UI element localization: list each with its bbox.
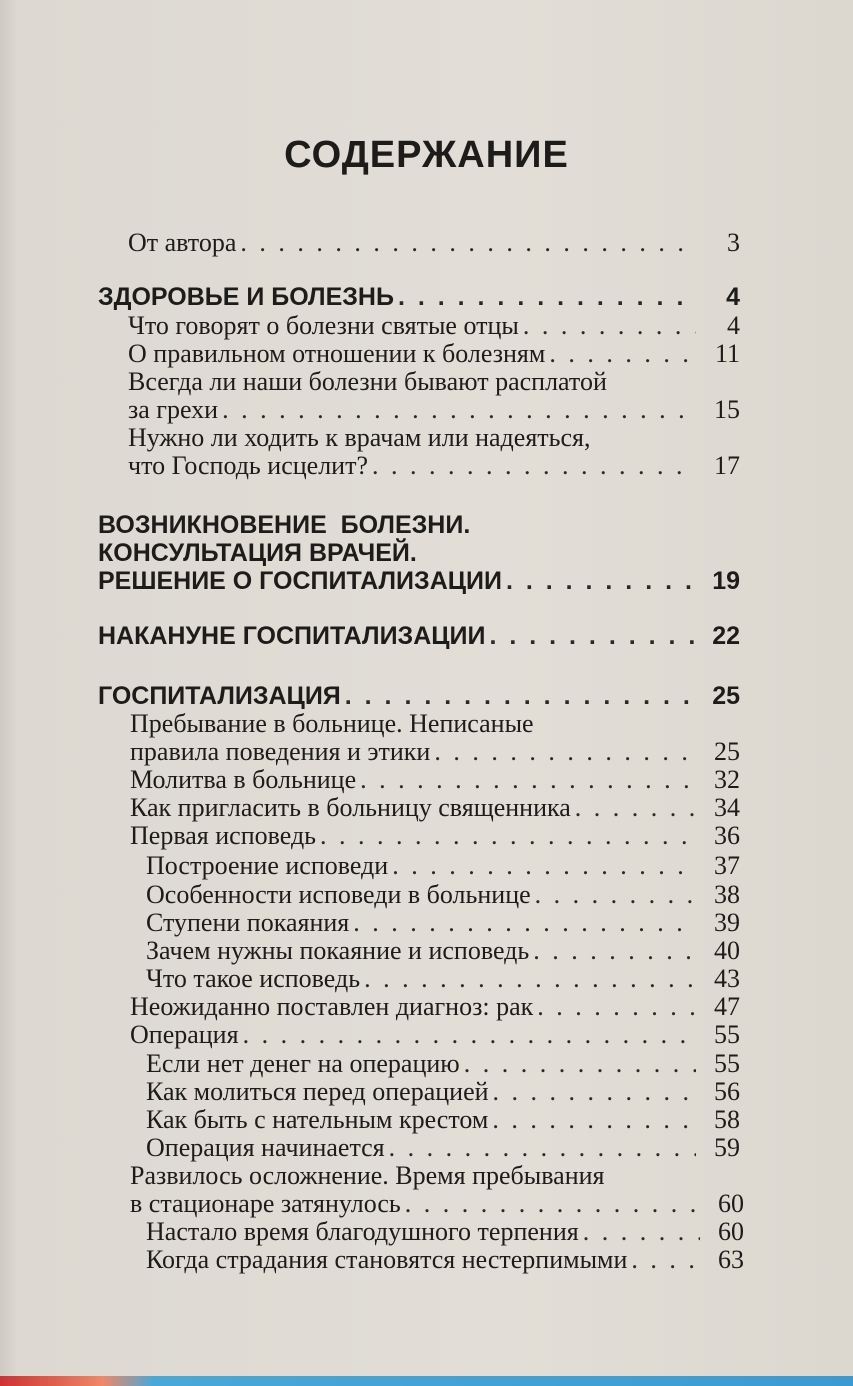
leader-dots: [405, 1189, 700, 1219]
leader-dots: [583, 1217, 700, 1247]
leader-dots: [464, 1049, 696, 1079]
toc-section-title-line: КОНСУЛЬТАЦИЯ ВРАЧЕЙ.: [98, 539, 417, 567]
toc-subentry: [146, 936, 740, 966]
leader-dots: [434, 737, 696, 767]
toc-entry-page: 17: [714, 451, 740, 480]
toc-entry-page: 55: [714, 1020, 740, 1049]
toc-section: [98, 621, 740, 651]
leader-dots: [240, 228, 696, 258]
toc-section-title-line: ВОЗНИКНОВЕНИЕ БОЛЕЗНИ.: [98, 511, 471, 539]
leader-dots: [353, 908, 696, 938]
toc-entry-title: О правильном отношении к болезням: [128, 339, 546, 368]
toc-entry-page: 36: [714, 821, 740, 850]
toc-subentry: [146, 1077, 740, 1107]
toc-entry-page: 43: [714, 964, 740, 993]
toc-entry-page: 11: [714, 339, 740, 368]
toc-entry-title: правила поведения и этики: [130, 737, 431, 766]
toc-entry-page: 55: [714, 1049, 740, 1078]
toc-entry: [128, 395, 740, 425]
toc-entry: [130, 1020, 740, 1050]
toc-subentry: [146, 964, 740, 994]
toc-entry-title: Неожиданно поставлен диагноз: рак: [130, 992, 534, 1021]
toc-entry-title: Особенности исповеди в больнице: [146, 880, 531, 909]
leader-dots: [575, 793, 696, 823]
page-title: СОДЕРЖАНИЕ: [284, 134, 569, 176]
leader-dots: [360, 765, 696, 795]
toc-entry: [130, 1189, 744, 1219]
leader-dots: [506, 566, 696, 596]
toc-entry-page: 39: [714, 908, 740, 937]
toc-entry-title: в стационаре затянулось: [130, 1189, 401, 1218]
leader-dots: [389, 1133, 696, 1163]
toc-entry-title: Первая исповедь: [130, 821, 317, 850]
toc-section-title: РЕШЕНИЕ О ГОСПИТАЛИЗАЦИИ: [98, 567, 502, 595]
book-cover-edge: [0, 1376, 853, 1386]
toc-entry-title-line: Развилось осложнение. Время пребывания: [130, 1161, 605, 1190]
toc-section-page: 25: [712, 682, 740, 710]
leader-dots: [535, 880, 696, 910]
toc-entry-page: 59: [714, 1133, 740, 1162]
toc-entry-page: 40: [714, 936, 740, 965]
toc-entry-page: 25: [714, 737, 740, 766]
toc-subentry: [146, 880, 740, 910]
toc-entry-title: Операция начинается: [146, 1133, 385, 1162]
toc-entry-page: 63: [718, 1245, 744, 1274]
toc-subentry: [146, 1217, 744, 1247]
toc-entry-page: 37: [714, 851, 740, 880]
toc-section-page: 19: [712, 567, 740, 595]
toc-entry-title: Как молиться перед операцией: [146, 1077, 489, 1106]
toc-entry: [128, 451, 740, 481]
toc-entry-title: Построение исповеди: [146, 851, 389, 880]
toc-entry-title: Что говорят о болезни святые отцы: [128, 311, 519, 340]
toc-entry-title: за грехи: [128, 395, 219, 424]
toc-entry-page: 47: [714, 992, 740, 1021]
leader-dots: [364, 964, 696, 994]
toc-subentry: [146, 1245, 744, 1275]
toc-subentry: [146, 908, 740, 938]
toc-entry-title: От автора: [128, 228, 237, 257]
toc-entry-page: 4: [727, 311, 740, 340]
toc-entry-title: Операция: [130, 1020, 239, 1049]
toc-entry: [128, 339, 740, 369]
toc-entry-title-line: Всегда ли наши болезни бывают расплатой: [128, 367, 607, 396]
toc-section: [98, 282, 740, 312]
toc-entry: [130, 992, 740, 1022]
toc-entry-page: 15: [714, 395, 740, 424]
toc-entry-page: 32: [714, 765, 740, 794]
toc-entry: [130, 821, 740, 851]
leader-dots: [392, 851, 696, 881]
leader-dots: [398, 282, 696, 312]
toc-subentry: [146, 1049, 740, 1079]
toc-section-page: 22: [712, 622, 740, 650]
leader-dots: [222, 395, 696, 425]
toc-entry-page: 60: [718, 1189, 744, 1218]
toc-entry-page: 58: [714, 1105, 740, 1134]
toc-entry-page: 34: [714, 793, 740, 822]
toc-entry: [128, 228, 740, 258]
toc-section-page: 4: [726, 283, 740, 311]
toc-entry-title: Зачем нужны покаяние и исповедь: [146, 936, 530, 965]
toc-section: [98, 681, 740, 711]
toc-section-title: НАКАНУНЕ ГОСПИТАЛИЗАЦИИ: [98, 622, 486, 650]
toc-entry-page: 3: [727, 228, 740, 257]
toc-subentry: [146, 1133, 740, 1163]
toc-entry: [130, 793, 740, 823]
toc-entry-title: Как пригласить в больницу священника: [130, 793, 571, 822]
leader-dots: [243, 1020, 696, 1050]
leader-dots: [320, 821, 696, 851]
leader-dots: [489, 621, 696, 651]
toc-entry: [130, 737, 740, 767]
leader-dots: [549, 339, 696, 369]
toc-entry-title: Что такое исповедь: [146, 964, 361, 993]
toc-section-title: ГОСПИТАЛИЗАЦИЯ: [98, 682, 341, 710]
toc-entry-page: 38: [714, 880, 740, 909]
leader-dots: [631, 1245, 700, 1275]
toc-entry-page: 56: [714, 1077, 740, 1106]
toc-entry-title: Ступени покаяния: [146, 908, 350, 937]
leader-dots: [372, 451, 696, 481]
toc-entry-title: Как быть с нательным крестом: [146, 1105, 489, 1134]
leader-dots: [492, 1105, 696, 1135]
toc-entry-title: Если нет денег на операцию: [146, 1049, 460, 1078]
toc-entry-title: Когда страдания становятся нестерпимыми: [146, 1245, 628, 1274]
leader-dots: [493, 1077, 696, 1107]
leader-dots: [523, 311, 696, 341]
leader-dots: [537, 992, 696, 1022]
toc-entry-title-line: Нужно ли ходить к врачам или надеяться,: [128, 423, 591, 452]
toc-entry: [130, 765, 740, 795]
toc-entry: [128, 311, 740, 341]
toc-entry-title: Молитва в больнице: [130, 765, 357, 794]
leader-dots: [345, 681, 696, 711]
toc-entry-page: 60: [718, 1217, 744, 1246]
toc-subentry: [146, 851, 740, 881]
toc-section: [98, 566, 740, 596]
toc-entry-title: что Господь исцелит?: [128, 451, 368, 480]
toc-subentry: [146, 1105, 740, 1135]
toc-entry-title: Настало время благодушного терпения: [146, 1217, 579, 1246]
leader-dots: [533, 936, 696, 966]
toc-section-title: ЗДОРОВЬЕ И БОЛЕЗНЬ: [98, 283, 394, 311]
toc-entry-title-line: Пребывание в больнице. Неписаные: [130, 709, 534, 738]
